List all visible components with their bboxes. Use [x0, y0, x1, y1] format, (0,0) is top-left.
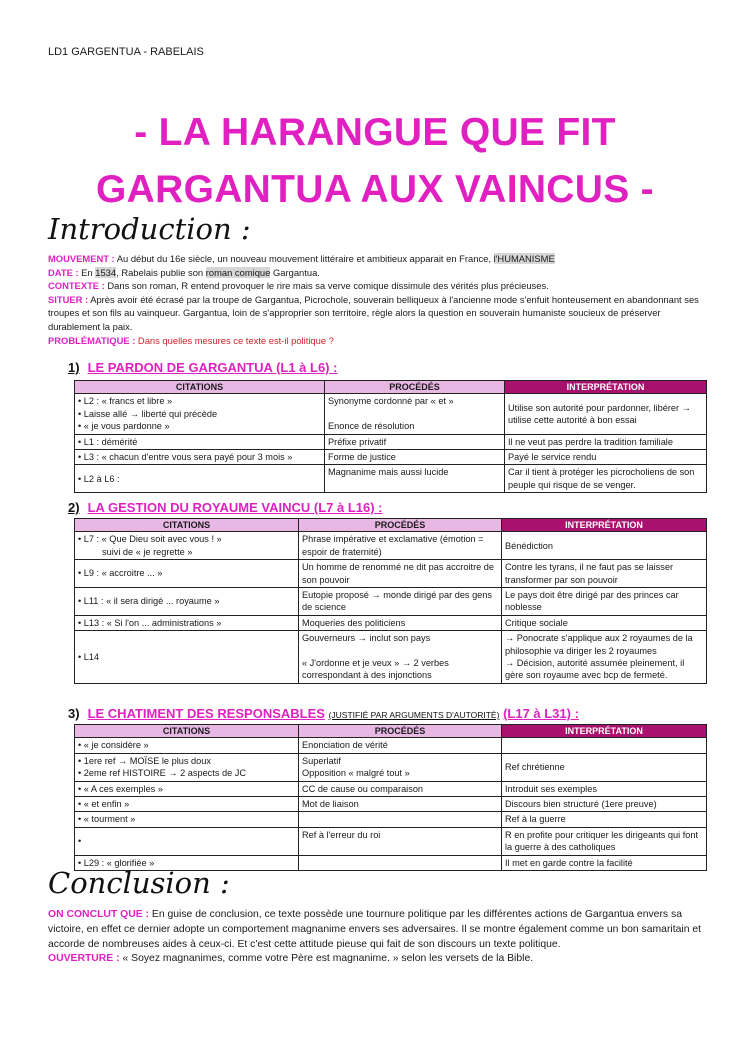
- header-interpretation: INTERPRÉTATION: [505, 381, 707, 394]
- contexte-paragraph: CONTEXTE : Dans son roman, R entend provoquer le rire mais sa verve comique dissimule des vérités plus précieuses.: [48, 280, 549, 292]
- conclusion-block: [48, 908, 708, 967]
- date-paragraph: DATE : En 1534, Rabelais publie son roman comique Gargantua.: [48, 266, 320, 278]
- table-header-row: [75, 725, 707, 738]
- title-line-2: GARGANTUA AUX VAINCUS -: [96, 168, 654, 211]
- header-procedes: PROCÉDÉS: [325, 381, 505, 394]
- header-interpretation: INTERPRÉTATION: [502, 725, 707, 738]
- table-row: • Ref à l'erreur du roi R en profite pour critiquer les dirigeants qui font la guerre à des catholiques: [75, 827, 707, 855]
- header-interpretation: INTERPRÉTATION: [502, 519, 707, 532]
- section-1-heading: 1) LE PARDON DE GARGANTUA (L1 à L6) :: [68, 360, 338, 375]
- table-row: • L2 : « francs et libre » • Laisse allé → liberté qui précède • « je vous pardonne » Synonyme cordonné par « et » Enonce de résolution Utilise son autorité pour pardonner, libérer → utilise cette autorité à bon essai: [75, 394, 707, 434]
- table-row: • L7 : « Que Dieu soit avec vous ! » suivi de « je regrette » Phrase impérative et exclamative (émotion = espoir de fraternité) Bénédiction: [75, 532, 707, 560]
- table-row: • L29 : « glorifiée » Il met en garde contre la facilité: [75, 855, 707, 870]
- table-row: • L2 à L6 : Magnanime mais aussi lucide Car il tient à protéger les picrocholiens de son peuple qui risque de se venger.: [75, 465, 707, 493]
- table-row: • « je considère » Enonciation de vérité: [75, 738, 707, 753]
- table-row: • L13 : « Si l'on ... administrations » Moqueries des politiciens Critique sociale: [75, 615, 707, 630]
- table-row: • « et enfin » Mot de liaison Discours bien structuré (1ere preuve): [75, 797, 707, 812]
- table-header-row: [75, 519, 707, 532]
- table-row: • L3 : « chacun d'entre vous sera payé pour 3 mois » Forme de justice Payé le service rendu: [75, 450, 707, 465]
- section-3-table: [74, 724, 707, 871]
- introduction-block: [48, 252, 708, 347]
- table-row: • L11 : « il sera dirigé ... royaume » Eutopie proposé → monde dirigé par des gens de science Le pays doit être dirigé par des princes car noblesse: [75, 588, 707, 616]
- table-row: • 1ere ref → MOÏSE le plus doux • 2eme ref HISTOIRE → 2 aspects de JC Superlatif Opposition « malgré tout » Ref chrétienne: [75, 753, 707, 781]
- table-row: • L1 : démérité Préfixe privatif Il ne veut pas perdre la tradition familiale: [75, 434, 707, 449]
- mouvement-paragraph: MOUVEMENT : Au début du 16e siècle, un nouveau mouvement littéraire et ambitieux apparait en France, l'HUMANISME: [48, 253, 555, 264]
- section-1-table: [74, 380, 707, 493]
- table-header-row: [75, 381, 707, 394]
- header-procedes: PROCÉDÉS: [299, 519, 502, 532]
- section-2-heading: 2) LA GESTION DU ROYAUME VAINCU (L7 à L16) :: [68, 500, 383, 515]
- conclusion-paragraph: ON CONCLUT QUE : En guise de conclusion, ce texte possède une tournure politique par les différentes actions de Gargantua envers sa victoire, en effet ce dernier adopte un comportement magnanime envers ses adversaires. Il se montre également comme un bon samaritain et accorde de nombreuses aides à ceux-ci. Et c'est cette attitude pieuse qui fait de son discours un texte politique.: [48, 909, 702, 950]
- header-citations: CITATIONS: [75, 519, 299, 532]
- problematique-paragraph: PROBLÉMATIQUE : Dans quelles mesures ce texte est-il politique ?: [48, 334, 334, 346]
- section-3-heading: 3) LE CHATIMENT DES RESPONSABLES (JUSTIFIÉ PAR ARGUMENTS D'AUTORITÉ) (L17 à L31) :: [68, 706, 579, 721]
- introduction-heading: Introduction :: [48, 212, 251, 246]
- table-row: • « tourment » Ref à la guerre: [75, 812, 707, 827]
- page-title: [0, 104, 750, 218]
- ouverture-paragraph: OUVERTURE : « Soyez magnanimes, comme votre Père est magnanime. » selon les versets de la Bible.: [48, 953, 534, 965]
- situer-paragraph: SITUER : Après avoir été écrasé par la troupe de Gargantua, Picrochole, souverain belliqueux à l'ancienne mode s'enfuit honteusement en abandonnant ses troupes et son fils au vainqueur. Gargantua, loin de s'approprier son territoire, règle alors la question en souverain humaniste soucieux de préserver durablement la paix.: [48, 293, 699, 332]
- header-citations: CITATIONS: [75, 725, 299, 738]
- title-line-1: - LA HARANGUE QUE FIT: [134, 111, 616, 154]
- header-citations: CITATIONS: [75, 381, 325, 394]
- conclusion-heading: Conclusion :: [48, 866, 230, 900]
- section-2-table: [74, 518, 707, 684]
- table-row: • « A ces exemples » CC de cause ou comparaison Introduit ses exemples: [75, 781, 707, 796]
- table-row: • L9 : « accroitre ... » Un homme de renommé ne dit pas accroitre de son pouvoir Contre les tyrans, il ne faut pas se laisser transformer par son pouvoir: [75, 560, 707, 588]
- table-row: • L14 Gouverneurs → inclut son pays « J'ordonne et je veux » → 2 verbes correspondant à des injonctions → Ponocrate s'applique aux 2 royaumes de la philosophie va diriger les 2 royaumes → Décision, autorité assumée pleinement, il gère son royaume avec bcp de fermeté.: [75, 631, 707, 684]
- header-procedes: PROCÉDÉS: [299, 725, 502, 738]
- document-header: LD1 GARGENTUA - RABELAIS: [48, 46, 204, 58]
